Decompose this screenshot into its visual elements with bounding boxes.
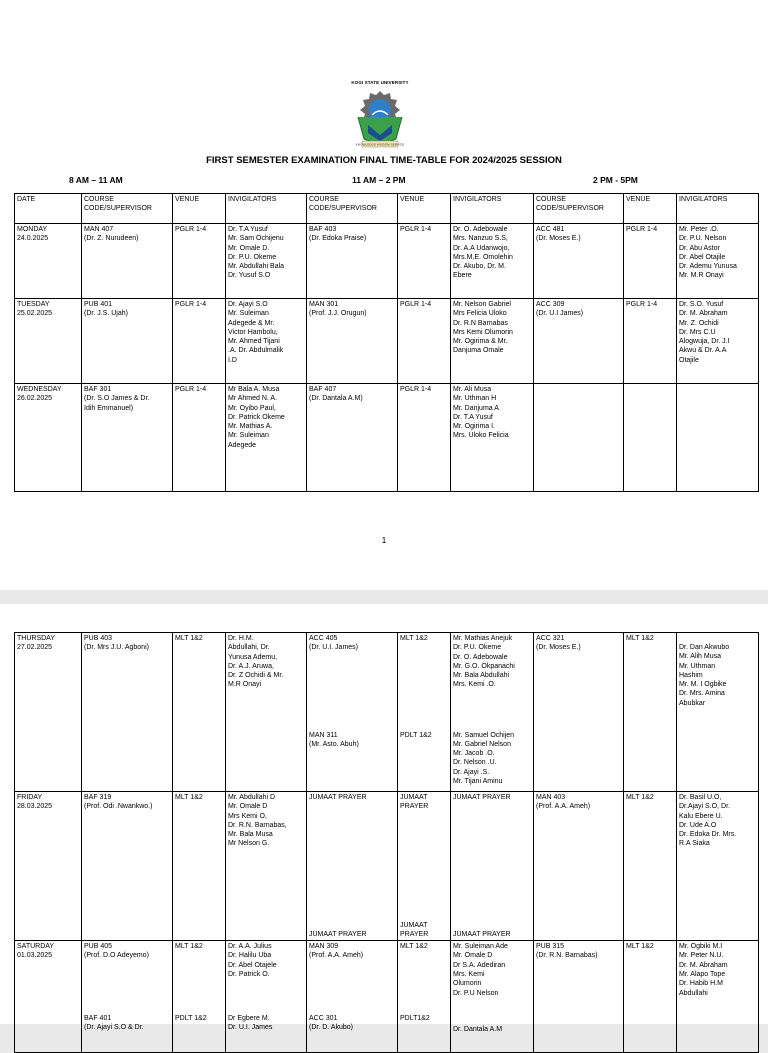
invigilators-cell: Dr. H.M. Abdullahi, Dr. Yunusa Ademu, Dr. A.J. Aruwa, Dr. Z Ochidi & Mr. M.R Onayi [226,633,307,792]
venue-cell [624,384,677,492]
table-row [15,792,759,920]
venue-cell: MLT 1&2 [398,941,451,1013]
prayer-cell: JUMAAT PRAYER [451,920,534,941]
venue-cell: PGLR 1-4 [398,384,451,492]
venue-cell: PGLR 1-4 [173,299,226,384]
invigilators-cell: Dr. O. Adebowale Mrs. Nanzuo S.S, Dr. A.A Udanwojo, Mrs.M.E. Omolehin Dr. Akubo, Dr. M. Ebere [451,224,534,299]
course-cell: BAF 401 (Dr. Ajayi S.O & Dr. [82,1013,173,1053]
table-row [15,299,759,384]
header-venue-1: VENUE [173,194,226,224]
course-cell: MAN 309 (Prof. A.A. Ameh) [307,941,398,1013]
header-venue-2: VENUE [398,194,451,224]
crest-icon [350,87,410,149]
venue-cell: MLT 1&2 [173,633,226,792]
prayer-cell: JUMAAT PRAYER [398,920,451,941]
logo-motto: KNOWLEDGE WISDOM SERVICE [355,142,405,147]
invigilators-cell: Dr. Basil U.O, Dr.Ajayi S.O, Dr. Kalu Ebere U. Dr. Ude A.O Dr. Edoka Dr. Mrs. R.A Siaka [677,792,759,941]
university-name: KOGI STATE UNIVERSITY [351,80,409,85]
time-slot-2: 11 AM – 2 PM [352,175,406,185]
course-cell: MAN 403 (Prof. A.A. Ameh) [534,792,624,941]
row-date: THURSDAY 27.02.2025 [15,633,82,792]
venue-cell: PDLT1&2 [398,1013,451,1053]
timetable-page-2 [14,632,759,1053]
header-date: DATE [15,194,82,224]
university-logo [340,80,420,150]
invigilators-cell: Dr. Dantala A.M [451,1013,534,1053]
prayer-cell: JUMAAT PRAYER [307,792,398,920]
venue-cell: MLT 1&2 [624,633,677,792]
invigilators-cell: Mr. Ali Musa Mr. Uthman H Mr. Danjuma A Dr. T.A Yusuf Mr. Ogirima I. Mrs. Uloko Felicia [451,384,534,492]
course-cell: MAN 301 (Prof. J.J. Orugun) [307,299,398,384]
venue-cell: PGLR 1-4 [173,384,226,492]
venue-cell: PGLR 1-4 [398,224,451,299]
invigilators-cell: Mr. Peter .O. Dr. P.U. Nelson Dr. Abu Astor Dr. Abel Otajile Dr. Ademu Yunusa Mr. M.R Onayi [677,224,759,299]
venue-cell: MLT 1&2 [398,633,451,730]
time-slot-3: 2 PM - 5PM [593,175,638,185]
prayer-cell: JUMAAT PRAYER [307,920,398,941]
row-date: SATURDAY 01.03.2025 [15,941,82,1053]
row-date: MONDAY 24.0.2025 [15,224,82,299]
venue-cell: MLT 1&2 [173,792,226,941]
table-row [15,633,759,730]
header-course-3: COURSE CODE/SUPERVISOR [534,194,624,224]
invigilators-cell: Mr. Samuel Ochijen Mr. Gabriel Nelson Mr. Jacob .O. Dr. Nelson .U. Dr. Ajayi .S. Mr. Tijani Aminu [451,730,534,792]
header-invigilators-1: INVIGILATORS [226,194,307,224]
venue-cell: MLT 1&2 [173,941,226,1013]
row-date: TUESDAY 25.02.2025 [15,299,82,384]
course-cell [534,384,624,492]
venue-cell: MLT 1&2 [624,792,677,941]
course-cell: ACC 301 (Dr. D. Akubo) [307,1013,398,1053]
row-date: WEDNESDAY 26.02.2025 [15,384,82,492]
table-row [15,384,759,492]
page-number: 1 [381,535,387,545]
invigilators-cell: Mr. Nelson Gabriel Mrs Felicia Uloko Dr. R.N Barnabas Mrs Kemi Olumorin Mr. Ogirima & Mr. Danjuma Omale [451,299,534,384]
course-cell: MAN 311 (Mr. Asto. Abuh) [307,730,398,792]
invigilators-cell: Mr Bala A. Musa Mr Ahmed N. A. Mr. Oyibo Paul, Dr. Patrick Okeme Mr. Mathias A. Mr. Suleiman Adegede [226,384,307,492]
course-cell: BAF 319 (Prof. Odi .Nwankwo.) [82,792,173,941]
header-invigilators-3: INVIGILATORS [677,194,759,224]
header-venue-3: VENUE [624,194,677,224]
header-course-1: COURSE CODE/SUPERVISOR [82,194,173,224]
venue-cell: PGLR 1-4 [398,299,451,384]
invigilators-cell: Mr. Abdullahi D Mr. Omale D Mrs Kemi O, Dr. R.N. Barnabas, Mr. Bala Musa Mr Nelson G. [226,792,307,941]
course-cell: PUB 403 (Dr. Mrs J.U. Agboni) [82,633,173,792]
table-row [15,941,759,1013]
header-invigilators-2: INVIGILATORS [451,194,534,224]
prayer-cell: JUMAAT PRAYER [451,792,534,920]
invigilators-cell: Mr. Ogbiki M.I Mr. Peter N.U. Dr. M. Abraham Mr. Alapo Tope Dr. Habib H.M Abdullahi [677,941,759,1053]
course-cell: PUB 315 (Dr. R.N. Barnabas) [534,941,624,1053]
prayer-cell: JUMAAT PRAYER [398,792,451,920]
header-course-2: COURSE CODE/SUPERVISOR [307,194,398,224]
page-2 [0,604,768,1033]
venue-cell: PDLT 1&2 [173,1013,226,1053]
invigilators-cell: Mr. Mathias Anejuk Dr. P.U. Okeme Dr. O. Adebowale Mr. G.O. Okpanachi Mr. Bala Abdullahi Mrs. Kemi .O. [451,633,534,730]
row-date: FRIDAY 28.03.2025 [15,792,82,941]
invigilators-cell: Dr. S.O. Yusuf Dr. M. Abraham Mr. Z. Ochidi Dr. Mrs C.U Alogwuja, Dr. J.I Akwu & Dr. A.A Otajile [677,299,759,384]
course-cell: ACC 321 (Dr. Moses E.) [534,633,624,792]
course-cell: ACC 309 (Dr. U.I James) [534,299,624,384]
invigilators-cell: Dr. A.A. Julius Dr. Halilu Uba Dr. Abel Otajele Dr. Patrick O. [226,941,307,1013]
time-slot-1: 8 AM – 11 AM [69,175,123,185]
course-cell: BAF 403 (Dr. Edoka Praise) [307,224,398,299]
invigilators-cell: Dr Egbere M. Dr. U.I. James [226,1013,307,1053]
invigilators-cell [677,384,759,492]
course-cell: BAF 407 (Dr. Dantala A.M) [307,384,398,492]
header-row [15,194,759,224]
course-cell: ACC 481 (Dr. Moses E.) [534,224,624,299]
table-row [15,224,759,299]
venue-cell: PDLT 1&2 [398,730,451,792]
invigilators-cell: Dr. Dan Akwubo Mr. Alih Musa Mr. Uthman Hashim Mr. M. I Ogbike Dr. Mrs. Amina Abubkar [677,633,759,792]
venue-cell: MLT 1&2 [624,941,677,1053]
invigilators-cell: Dr. Ajayi S.O Mr. Suleiman Adegede & Mr. Victor Hambolu, Mr. Ahmed Tijani .A. Dr. Abdulmalik I.D [226,299,307,384]
venue-cell: PGLR 1-4 [173,224,226,299]
invigilators-cell: Mr. Suleiman Ade Mr. Omale D Dr S.A. Adediran Mrs. Kemi Olumorin Dr. P.U Nelson [451,941,534,1013]
venue-cell: PGLR 1-4 [624,299,677,384]
document-title: FIRST SEMESTER EXAMINATION FINAL TIME-TABLE FOR 2024/2025 SESSION [206,155,562,166]
course-cell: ACC 405 (Dr. U.I. James) [307,633,398,730]
course-cell: PUB 401 (Dr. J.S. Ujah) [82,299,173,384]
course-cell: BAF 301 (Dr. S.O James & Dr. Idih Emmanuel) [82,384,173,492]
venue-cell: PGLR 1-4 [624,224,677,299]
invigilators-cell: Dr. T.A Yusuf Mr. Sam Ochijenu Mr. Omale D. Dr. P.U. Okeme Mr. Abdullahi Bala Dr. Yusuf S.O [226,224,307,299]
timetable-page-1 [14,193,759,492]
course-cell: MAN 407 (Dr. Z. Nurudeen) [82,224,173,299]
course-cell: PUB 405 (Prof. D.O Adeyemo) [82,941,173,1013]
